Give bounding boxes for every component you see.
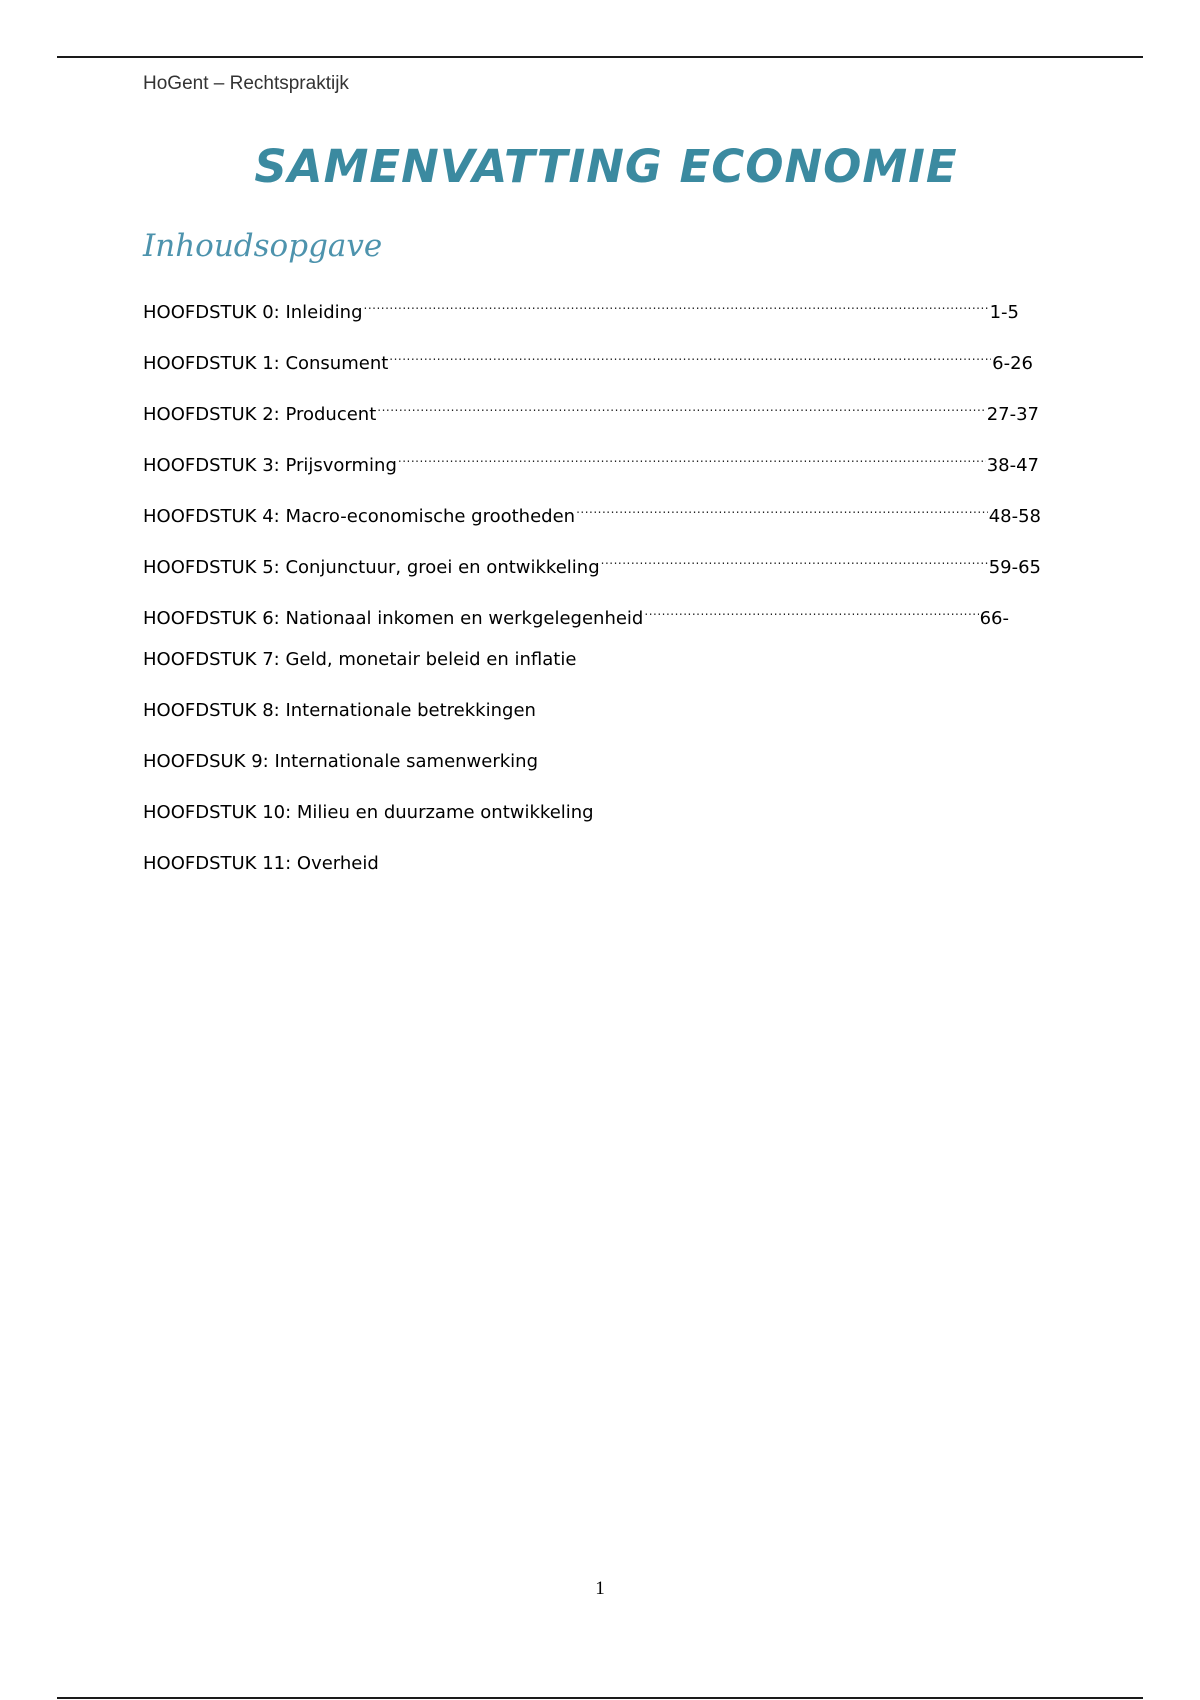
toc-entry-label: HOOFDSTUK 7: Geld, monetair beleid en inflatie — [143, 649, 577, 670]
toc-entry[interactable] — [143, 394, 1039, 425]
toc-entry[interactable] — [143, 598, 1009, 629]
toc-entry[interactable] — [143, 853, 379, 879]
toc-dot-leader — [377, 392, 985, 418]
toc-entry-pages: 66- — [979, 608, 1009, 629]
document-title: SAMENVATTING ECONOMIE — [254, 140, 958, 193]
toc-dot-leader — [389, 341, 991, 367]
toc-entry-label: HOOFDSTUK 0: Inleiding — [143, 302, 363, 323]
toc-entry-label: HOOFDSTUK 2: Producent — [143, 404, 377, 425]
toc-entry[interactable] — [143, 751, 538, 777]
toc-entry-pages: 1-5 — [989, 302, 1019, 323]
running-header: HoGent – Rechtspraktijk — [143, 73, 349, 94]
toc-dot-leader — [601, 545, 988, 571]
toc-dot-leader — [364, 290, 989, 316]
toc-entry-pages: 6-26 — [992, 353, 1033, 374]
toc-entry[interactable] — [143, 547, 1041, 578]
toc-entry-label: HOOFDSTUK 10: Milieu en duurzame ontwikkeling — [143, 802, 594, 823]
toc-entry[interactable] — [143, 649, 576, 675]
toc-entry[interactable] — [143, 700, 536, 726]
footer-rule — [57, 1697, 1143, 1699]
toc-entry-label: HOOFDSTUK 4: Macro-economische grootheden — [143, 506, 576, 527]
toc-entry[interactable] — [143, 802, 594, 828]
header-rule — [57, 56, 1143, 58]
toc-entry-label: HOOFDSTUK 11: Overheid — [143, 853, 379, 874]
toc-dot-leader — [644, 596, 978, 622]
toc-entry-pages: 38-47 — [986, 455, 1039, 476]
toc-entry-label: HOOFDSTUK 8: Internationale betrekkingen — [143, 700, 536, 721]
toc-entry-label: HOOFDSTUK 6: Nationaal inkomen en werkgelegenheid — [143, 608, 644, 629]
toc-heading: Inhoudsopgave — [143, 228, 383, 264]
toc-entry-pages: 27-37 — [986, 404, 1039, 425]
toc-entry-pages: 59-65 — [988, 557, 1041, 578]
toc-entry[interactable] — [143, 496, 1041, 527]
toc-dot-leader — [576, 494, 988, 520]
toc-entry[interactable] — [143, 343, 1033, 374]
toc-entry-label: HOOFDSTUK 1: Consument — [143, 353, 389, 374]
toc-entry-label: HOOFDSTUK 5: Conjunctuur, groei en ontwikkeling — [143, 557, 600, 578]
toc-entry-label: HOOFDSTUK 3: Prijsvorming — [143, 455, 397, 476]
toc-entry-label: HOOFDSUK 9: Internationale samenwerking — [143, 751, 539, 772]
toc-entry[interactable] — [143, 292, 1019, 323]
toc-entry-pages: 48-58 — [988, 506, 1041, 527]
toc-dot-leader — [398, 443, 986, 469]
page-number: 1 — [595, 1578, 605, 1599]
toc-entry[interactable] — [143, 445, 1039, 476]
